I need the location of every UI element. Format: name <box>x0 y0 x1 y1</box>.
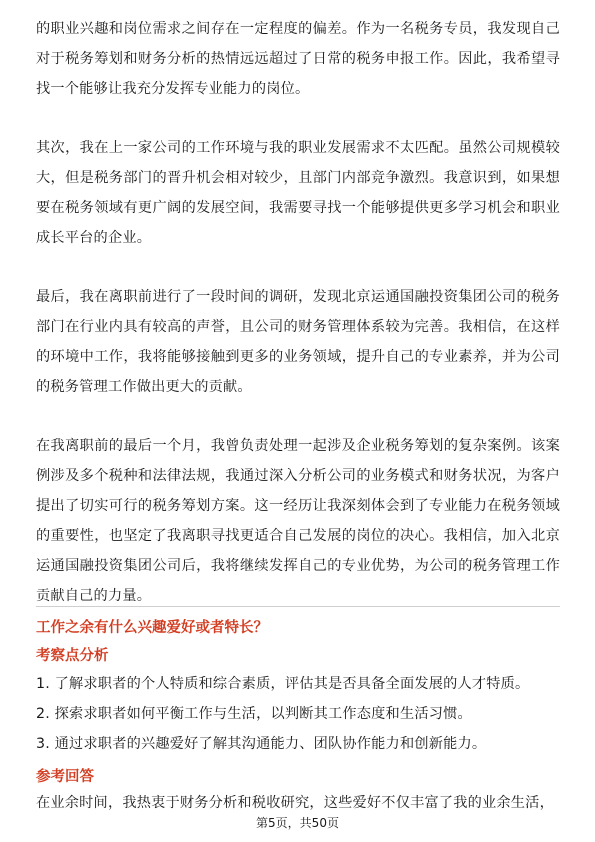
paragraph-work-environment: 其次，我在上一家公司的工作环境与我的职业发展需求不太匹配。虽然公司规模较大，但是税务部门的晋升机会相对较少，且部门内部竞争激烈。我意识到，如果想要在税务领域有更广阔的发展空间，我需要寻找一个能够提供更多学习机会和职业成长平台的企业。 <box>36 140 560 246</box>
question-heading: 工作之余有什么兴趣爱好或者特长？ <box>36 620 268 636</box>
analysis-item: 3. 通过求职者的兴趣爱好了解其沟通能力、团队协作能力和创新能力。 <box>36 736 487 752</box>
analysis-item: 2. 探索求职者如何平衡工作与生活，以判断其工作态度和生活习惯。 <box>36 706 472 722</box>
paragraph-company-research: 最后，我在离职前进行了一段时间的调研，发现北京运通国融投资集团公司的税务部门在行业内具有较高的声誉，且公司的财务管理体系较为完善。我相信，在这样的环境中工作，我将能够接触到更多的业务领域，提升自己的专业素养，并为公司的税务管理工作做出更大的贡献。 <box>36 289 560 395</box>
analysis-heading: 考察点分析 <box>36 648 109 664</box>
paragraph-case-experience: 在我离职前的最后一个月，我曾负责处理一起涉及企业税务筹划的复杂案例。该案例涉及多个税种和法律法规，我通过深入分析公司的业务模式和财务状况，为客户提出了切实可行的税务筹划方案。这一经历让我深刻体会到了专业能力在税务领域的重要性，也坚定了我离职寻找更适合自己发展的岗位的决心。我相信，加入北京运通国融投资集团公司后，我将继续发挥自己的专业优势，为公司的税务管理工作贡献自己的力量。 <box>36 438 560 604</box>
body-text <box>36 14 560 611</box>
analysis-item: 1. 了解求职者的个人特质和综合素质，评估其是否具备全面发展的人才特质。 <box>36 676 530 692</box>
paragraph-career-mismatch: 的职业兴趣和岗位需求之间存在一定程度的偏差。作为一名税务专员，我发现自己对于税务筹划和财务分析的热情远远超过了日常的税务申报工作。因此，我希望寻找一个能够让我充分发挥专业能力的岗位。 <box>36 21 560 97</box>
reference-answer-heading: 参考回答 <box>36 769 94 785</box>
reference-answer-text: 在业余时间，我热衷于财务分析和税收研究，这些爱好不仅丰富了我的业余生活， <box>36 795 554 811</box>
page-number: 第5页，共50页 <box>256 816 339 830</box>
section-divider <box>36 606 560 607</box>
